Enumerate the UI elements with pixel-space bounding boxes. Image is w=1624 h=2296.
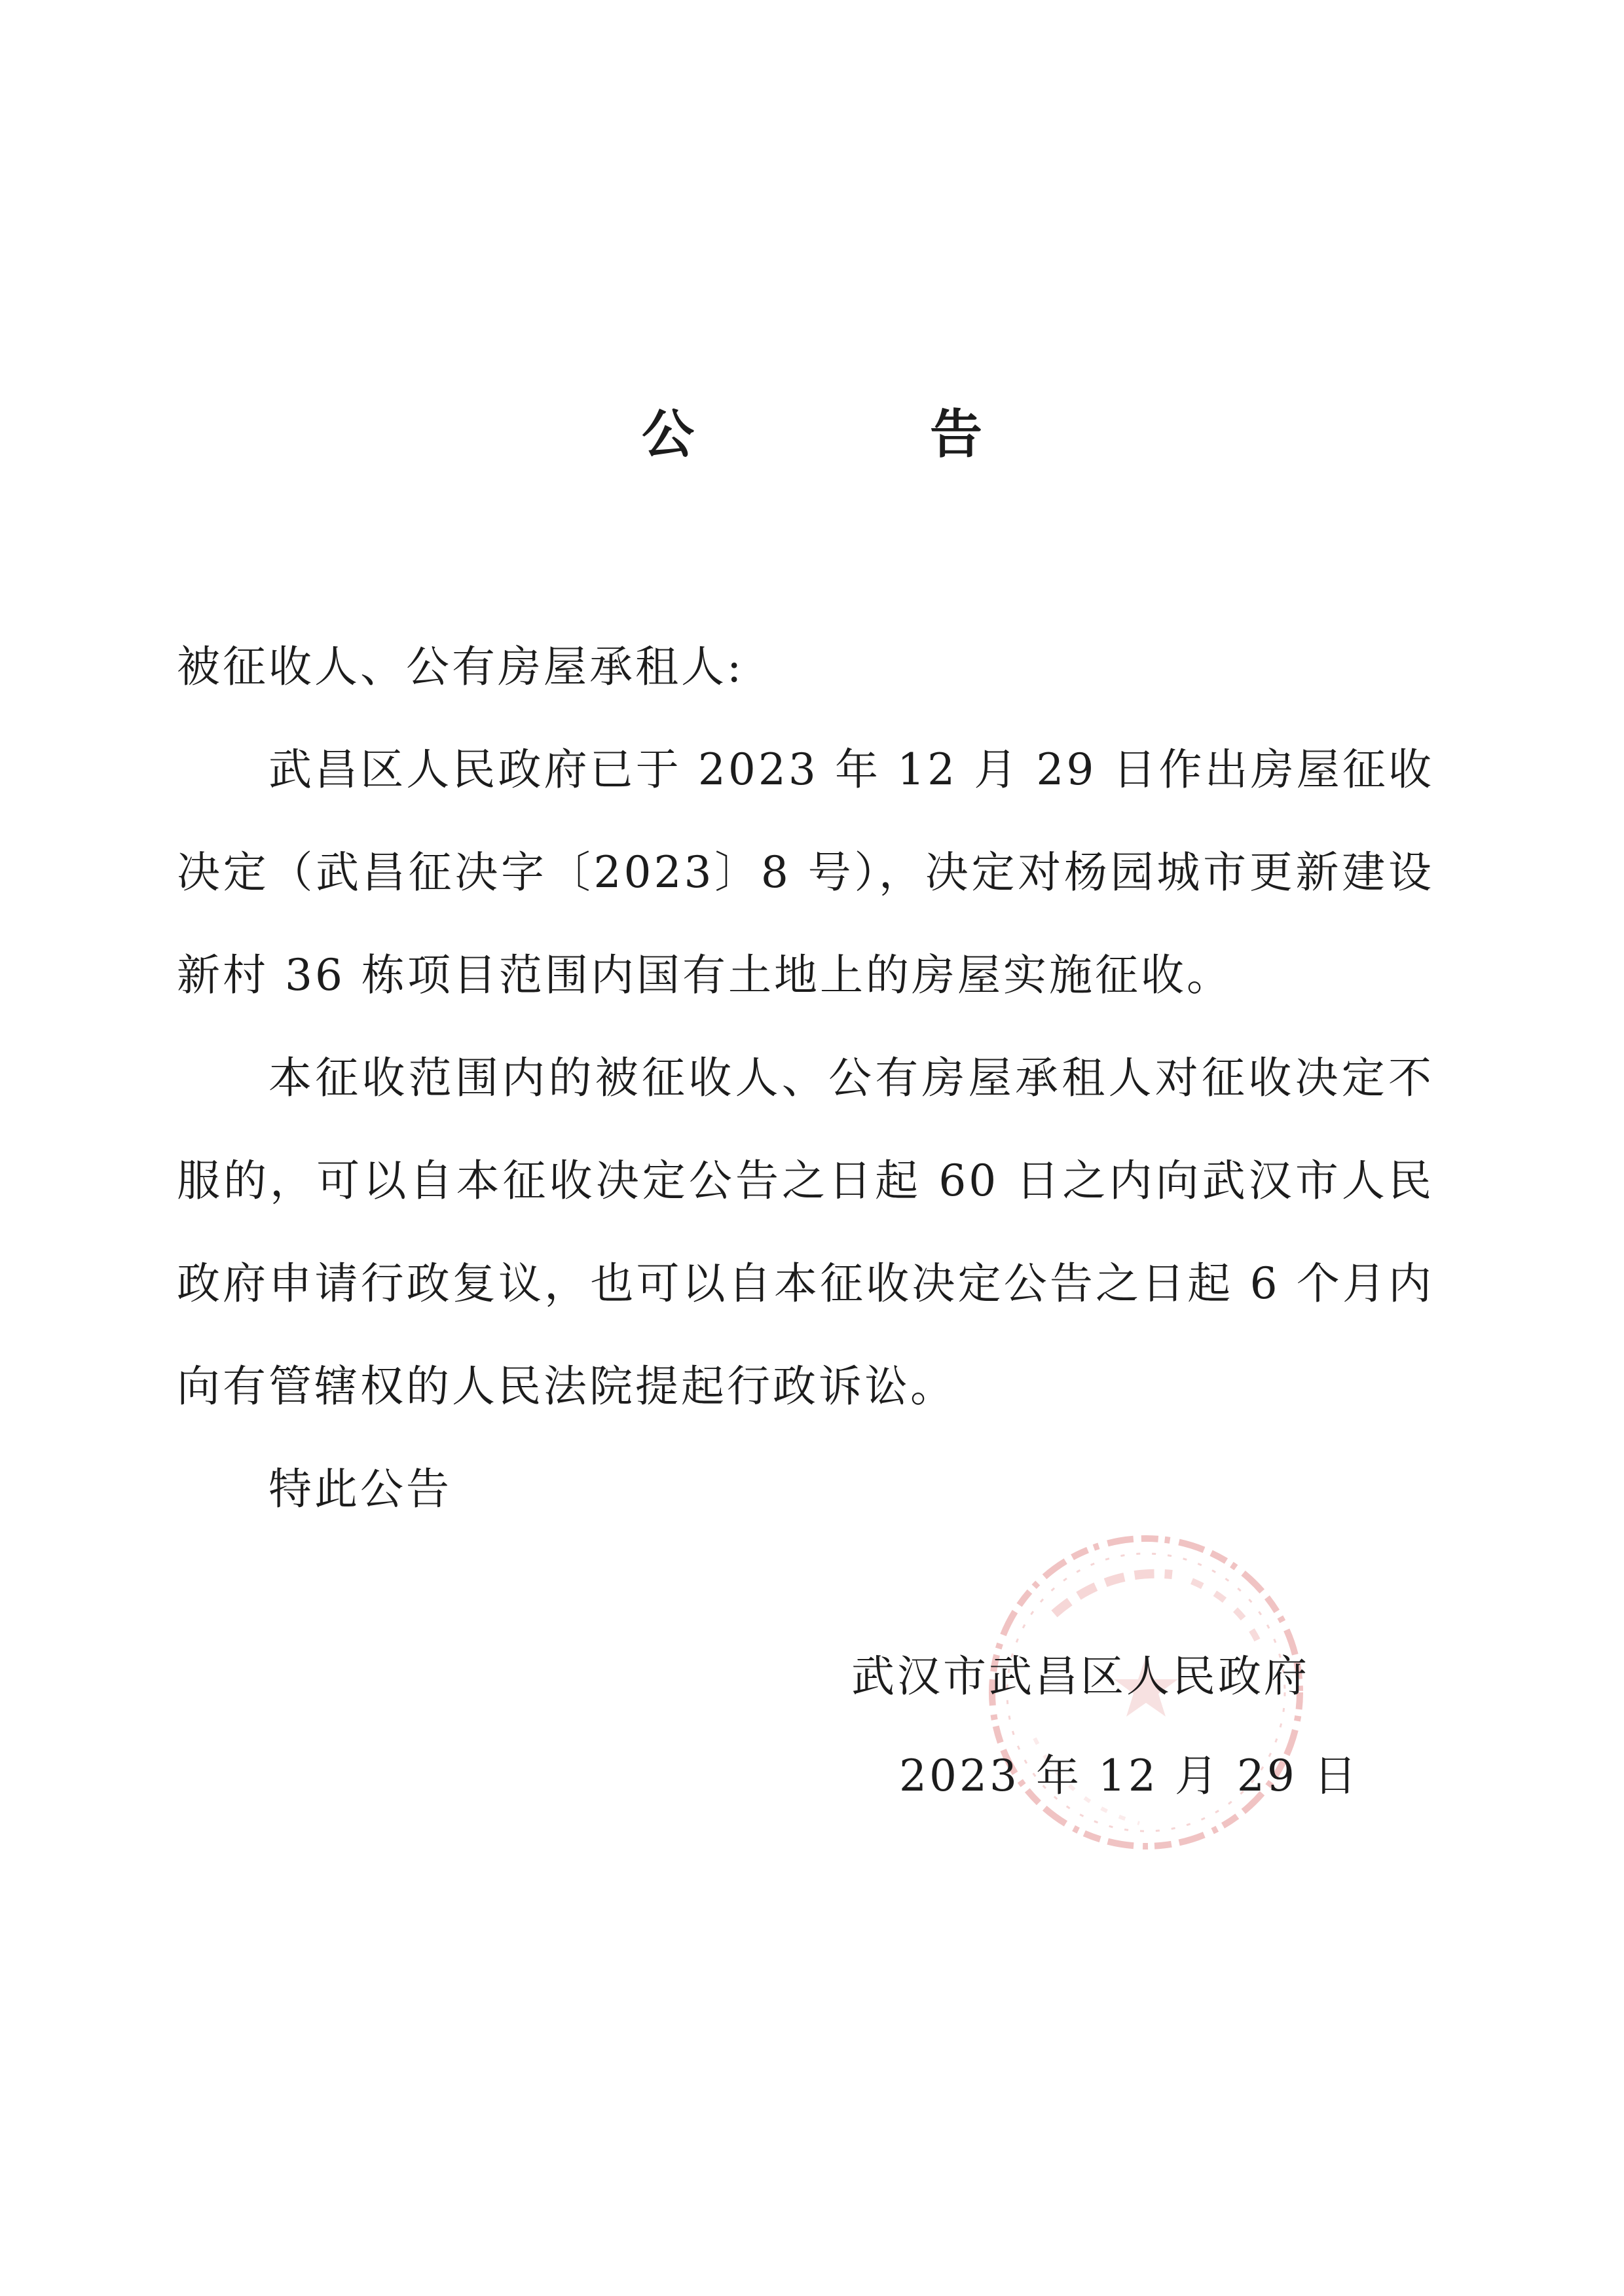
signature-organization: 武汉市武昌区人民政府 [851,1651,1310,1702]
notice-salutation: 被征收人、公有房屋承租人: [177,642,745,692]
notice-body [177,615,1434,1540]
signature-date: 2023 年 12 月 29 日 [899,1751,1359,1801]
notice-paragraph-decision: 武昌区人民政府已于 2023 年 12 月 29 日作出房屋征收决定（武昌征决字〔2023〕8 号），决定对杨园城市更新建设新村 36 栋项目范围内国有土地上的房屋实施征收。 [177,744,1434,1000]
notice-paragraph-appeal: 本征收范围内的被征收人、公有房屋承租人对征收决定不服的，可以自本征收决定公告之日起 60 日之内向武汉市人民政府申请行政复议，也可以自本征收决定公告之日起 6 个月内向有管辖权的人民法院提起行政诉讼。 [177,1053,1434,1412]
seal-arc-lettering-right [1192,1581,1257,1640]
notice-title: 公 告 [642,403,1074,465]
notice-closing: 特此公告 [268,1464,452,1514]
seal-arc-lettering [1054,1574,1172,1614]
